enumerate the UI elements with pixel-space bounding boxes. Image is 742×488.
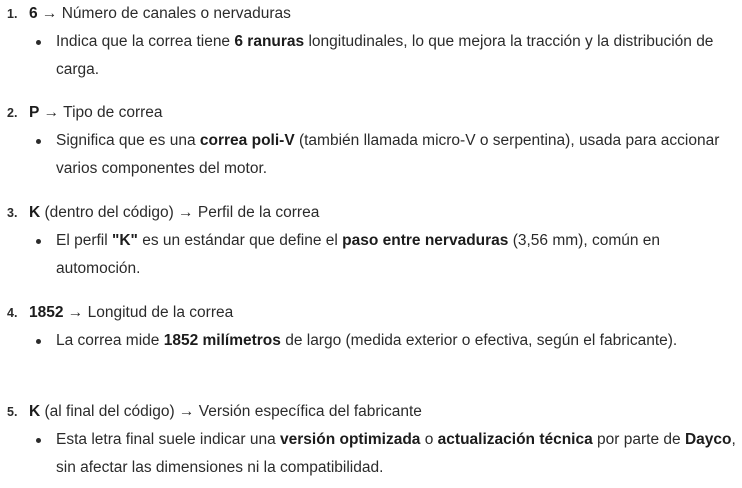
bullet-point: [56, 327, 736, 355]
bullet-dot-icon: [36, 239, 41, 244]
code-segment: P: [29, 104, 40, 121]
bullet-point: [56, 127, 736, 183]
segment-description: → Tipo de correa: [39, 104, 163, 121]
bullet-bold: 1852 milímetros: [163, 332, 281, 349]
bullet-text: El perfil: [56, 232, 112, 249]
code-segment: 6: [29, 5, 38, 22]
bullet-bold: 6 ranuras: [234, 33, 305, 50]
segment-description: → Número de canales o nervaduras: [37, 5, 291, 22]
bullet-bold: versión optimizada: [280, 431, 421, 448]
list-number: 2.: [7, 106, 18, 120]
bullet-point: [56, 426, 736, 482]
bullet-text: de largo (medida exterior o efectiva, según el fabricante).: [280, 332, 678, 349]
bullet-text: Significa que es una: [56, 132, 200, 149]
bullet-text: (también llamada micro-V o serpentina), usada para accionar varios componentes del motor.: [56, 132, 720, 177]
bullet-point: [56, 227, 736, 283]
list-number: 1.: [7, 7, 18, 21]
bullet-text: Esta letra final suele indicar una: [56, 431, 281, 448]
bullet-text: (3,56 mm), común en automoción.: [56, 232, 661, 277]
bullet-bold: actualización técnica: [437, 431, 593, 448]
heading-text: [29, 201, 319, 225]
segment-description: → Longitud de la correa: [63, 304, 234, 321]
bullet-text: , sin afectar las dimensiones ni la compatibilidad.: [56, 431, 736, 476]
heading-text: [29, 2, 291, 26]
heading-text: [29, 400, 422, 424]
bullet-dot-icon: [36, 40, 41, 45]
segment-description: (dentro del código) → Perfil de la correa: [40, 204, 320, 221]
bullet-text: Indica que la correa tiene: [56, 33, 235, 50]
segment-description: (al final del código) → Versión específica del fabricante: [40, 403, 422, 420]
code-segment: K: [29, 204, 41, 221]
bullet-text: es un estándar que define el: [137, 232, 343, 249]
heading-text: [29, 301, 233, 325]
bullet-point: [56, 28, 736, 84]
bullet-text: o: [420, 431, 438, 448]
heading-text: [29, 101, 163, 125]
code-segment: 1852: [29, 304, 64, 321]
bullet-dot-icon: [36, 139, 41, 144]
bullet-text: longitudinales, lo que mejora la tracción y la distribución de carga.: [56, 33, 714, 78]
code-segment: K: [29, 403, 41, 420]
bullet-bold: Dayco: [684, 431, 732, 448]
bullet-bold: paso entre nervaduras: [342, 232, 509, 249]
list-number: 4.: [7, 306, 18, 320]
bullet-dot-icon: [36, 339, 41, 344]
bullet-dot-icon: [36, 438, 41, 443]
bullet-bold: correa poli-V: [199, 132, 295, 149]
list-number: 5.: [7, 405, 18, 419]
bullet-bold: "K": [112, 232, 138, 249]
bullet-text: La correa mide: [56, 332, 164, 349]
list-number: 3.: [7, 206, 18, 220]
bullet-text: por parte de: [592, 431, 685, 448]
